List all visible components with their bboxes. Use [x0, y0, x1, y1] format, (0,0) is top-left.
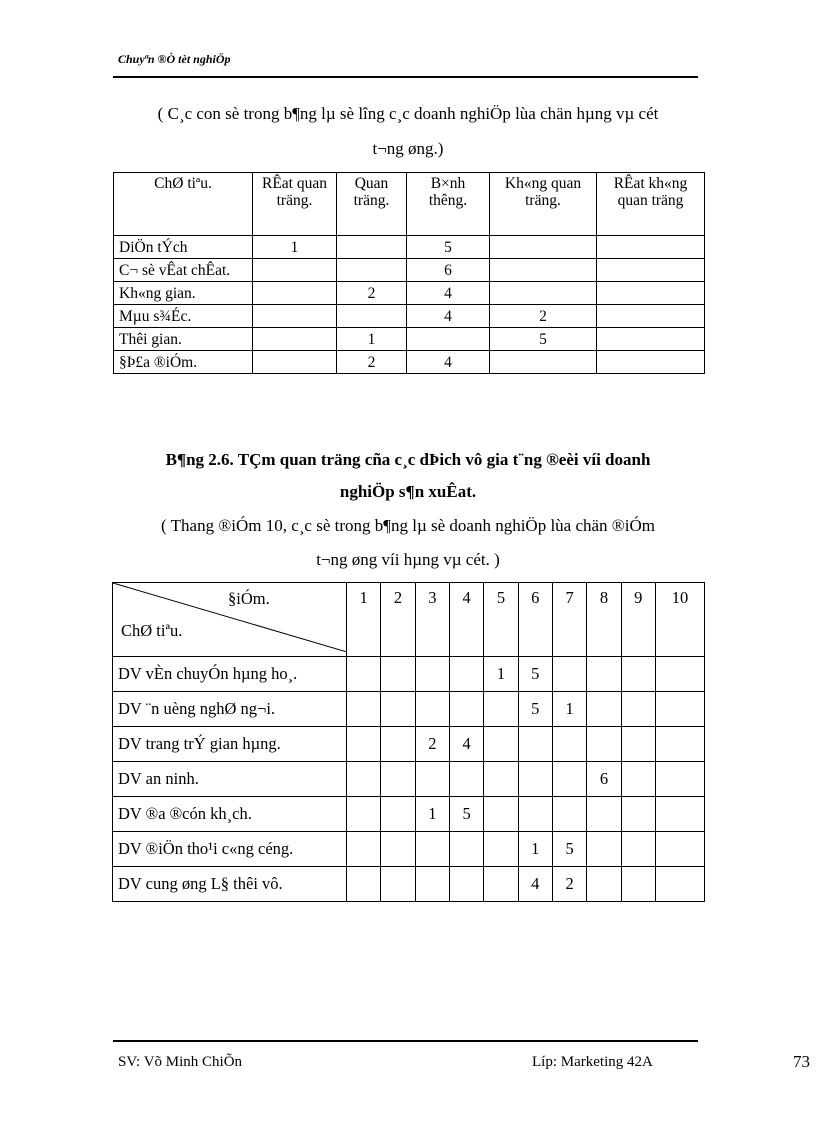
cell: 1 — [518, 832, 552, 867]
table-row — [114, 259, 705, 282]
cell — [621, 692, 655, 727]
row-label: C¬ sè vÊat chÊat. — [114, 259, 253, 282]
cell — [415, 832, 449, 867]
table-row — [113, 797, 705, 832]
row-label: DV cung øng L§ thêi vô. — [113, 867, 347, 902]
cell — [381, 797, 415, 832]
cell: 2 — [337, 351, 407, 374]
cell — [518, 727, 552, 762]
score-column-header: 7 — [552, 583, 586, 657]
cell — [552, 762, 586, 797]
header-title: Chuyªn ®Ò tèt nghiÖp — [118, 52, 231, 66]
cell: 2 — [490, 305, 597, 328]
table-service-importance — [112, 582, 705, 902]
cell — [490, 259, 597, 282]
row-label: Kh«ng gian. — [114, 282, 253, 305]
cell — [518, 797, 552, 832]
table-row — [114, 351, 705, 374]
row-label: DiÖn tÝch — [114, 236, 253, 259]
cell — [587, 832, 621, 867]
cell — [597, 328, 705, 351]
cell — [415, 657, 449, 692]
cell: 2 — [415, 727, 449, 762]
cell — [347, 657, 381, 692]
cell — [587, 727, 621, 762]
cell — [449, 867, 483, 902]
row-label: DV vÈn chuyÓn hµng ho¸. — [113, 657, 347, 692]
cell — [655, 692, 704, 727]
cell — [381, 727, 415, 762]
cell — [449, 832, 483, 867]
table-criteria-importance — [113, 172, 705, 374]
row-label: Mµu s¾Éc. — [114, 305, 253, 328]
row-label: §Þ£a ®iÓm. — [114, 351, 253, 374]
cell — [587, 867, 621, 902]
cell — [597, 259, 705, 282]
intro1-line1: ( C¸c con sè trong b¶ng lµ sè lîng c¸c doanh nghiÖp lùa chän hµng vµ cét — [157, 104, 659, 123]
score-column-header: 3 — [415, 583, 449, 657]
cell — [253, 351, 337, 374]
cell — [655, 727, 704, 762]
score-column-header: 1 — [347, 583, 381, 657]
table-row — [113, 727, 705, 762]
table-row — [113, 762, 705, 797]
cell — [337, 236, 407, 259]
cell: 1 — [484, 657, 518, 692]
cell — [253, 305, 337, 328]
cell: 4 — [518, 867, 552, 902]
cell — [381, 762, 415, 797]
table-row — [113, 867, 705, 902]
table2-caption-line2: nghiÖp s¶n xuÊat. — [339, 482, 477, 501]
cell: 1 — [337, 328, 407, 351]
footer-rule — [113, 1040, 698, 1042]
cell — [655, 832, 704, 867]
cell — [552, 657, 586, 692]
score-column-header: 5 — [484, 583, 518, 657]
cell — [587, 797, 621, 832]
cell — [621, 657, 655, 692]
cell — [597, 351, 705, 374]
table-row — [114, 328, 705, 351]
row-label: DV trang trÝ gian hµng. — [113, 727, 347, 762]
cell: 1 — [415, 797, 449, 832]
score-column-header: 9 — [621, 583, 655, 657]
table2-caption-line1: B¶ng 2.6. TÇm quan träng cña c¸c dÞich vô gia t¨ng ®eèi víi doanh — [165, 450, 651, 469]
cell — [490, 282, 597, 305]
cell — [381, 867, 415, 902]
cell — [655, 762, 704, 797]
cell: 1 — [552, 692, 586, 727]
cell — [597, 305, 705, 328]
cell: 5 — [552, 832, 586, 867]
table-row — [114, 282, 705, 305]
cell — [621, 762, 655, 797]
cell — [253, 282, 337, 305]
row-label: DV an ninh. — [113, 762, 347, 797]
cell: 5 — [490, 328, 597, 351]
cell — [347, 797, 381, 832]
cell — [381, 657, 415, 692]
cell — [597, 236, 705, 259]
table2-header-row — [113, 583, 705, 657]
cell: 2 — [552, 867, 586, 902]
cell: 4 — [407, 351, 490, 374]
cell: 2 — [337, 282, 407, 305]
score-column-header: 6 — [518, 583, 552, 657]
cell — [484, 797, 518, 832]
cell — [407, 328, 490, 351]
table-row — [114, 305, 705, 328]
table2-corner-cell — [113, 583, 347, 657]
cell: 6 — [407, 259, 490, 282]
cell: 4 — [449, 727, 483, 762]
cell — [621, 727, 655, 762]
cell — [484, 692, 518, 727]
cell — [484, 762, 518, 797]
cell — [253, 259, 337, 282]
cell: 5 — [449, 797, 483, 832]
page-number: 73 — [793, 1052, 810, 1071]
table-row — [113, 657, 705, 692]
cell — [655, 657, 704, 692]
row-label: DV ¨n uèng nghØ ng¬i. — [113, 692, 347, 727]
cell — [490, 351, 597, 374]
table1-header-row — [114, 173, 705, 236]
cell — [381, 832, 415, 867]
cell — [347, 867, 381, 902]
cell: 4 — [407, 282, 490, 305]
cell — [381, 692, 415, 727]
cell: 5 — [518, 692, 552, 727]
cell — [655, 797, 704, 832]
cell — [484, 727, 518, 762]
cell — [347, 692, 381, 727]
cell — [449, 692, 483, 727]
row-label: DV ®a ®cón kh¸ch. — [113, 797, 347, 832]
cell — [253, 328, 337, 351]
cell — [597, 282, 705, 305]
cell — [337, 305, 407, 328]
table-row — [113, 692, 705, 727]
cell: 5 — [407, 236, 490, 259]
cell: 1 — [253, 236, 337, 259]
table1-header: Quan träng. — [337, 173, 407, 236]
cell — [347, 727, 381, 762]
cell — [347, 762, 381, 797]
footer-student: SV: Võ Minh ChiÕn — [118, 1054, 243, 1070]
score-column-header: 10 — [655, 583, 704, 657]
cell — [415, 692, 449, 727]
cell — [484, 832, 518, 867]
score-column-header: 8 — [587, 583, 621, 657]
cell — [655, 867, 704, 902]
cell: 6 — [587, 762, 621, 797]
cell: 5 — [518, 657, 552, 692]
table1-header: RÊat kh«ng quan träng — [597, 173, 705, 236]
cell — [621, 832, 655, 867]
corner-label-score: §iÓm. — [228, 589, 270, 608]
table1-header: ChØ tiªu. — [114, 173, 253, 236]
cell — [484, 867, 518, 902]
cell: 4 — [407, 305, 490, 328]
cell — [621, 797, 655, 832]
cell — [347, 832, 381, 867]
table-row — [113, 832, 705, 867]
intro2-line2: t¬ng øng víi hµng vµ cét. ) — [316, 550, 500, 569]
cell — [449, 762, 483, 797]
intro1-line2: t¬ng øng.) — [372, 139, 444, 158]
cell — [415, 762, 449, 797]
score-column-header: 4 — [449, 583, 483, 657]
cell — [490, 236, 597, 259]
row-label: DV ®iÖn tho¹i c«ng céng. — [113, 832, 347, 867]
footer-class: Líp: Marketing 42A — [532, 1054, 653, 1070]
cell — [415, 867, 449, 902]
table1-header: B×nh thêng. — [407, 173, 490, 236]
row-label: Thêi gian. — [114, 328, 253, 351]
cell — [621, 867, 655, 902]
cell — [552, 727, 586, 762]
corner-label-criteria: ChØ tiªu. — [121, 621, 183, 640]
cell — [587, 657, 621, 692]
header-rule — [113, 76, 698, 78]
cell — [337, 259, 407, 282]
score-column-header: 2 — [381, 583, 415, 657]
cell — [552, 797, 586, 832]
table-row — [114, 236, 705, 259]
intro2-line1: ( Thang ®iÓm 10, c¸c sè trong b¶ng lµ sè doanh nghiÖp lùa chän ®iÓm — [161, 516, 655, 535]
cell — [449, 657, 483, 692]
cell — [518, 762, 552, 797]
table1-header: Kh«ng quan träng. — [490, 173, 597, 236]
table1-header: RÊat quan träng. — [253, 173, 337, 236]
cell — [587, 692, 621, 727]
